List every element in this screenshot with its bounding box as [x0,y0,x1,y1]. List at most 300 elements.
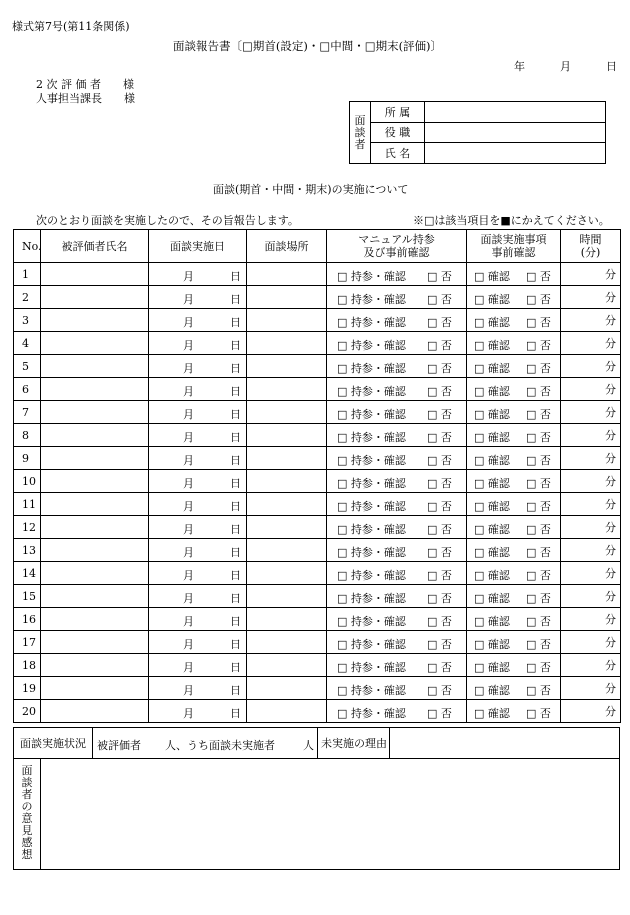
manual-no-checkbox[interactable]: □ 否 [427,385,452,398]
items-check-cell [467,332,561,355]
row-number: 13 [14,539,41,562]
month-label: 月 [183,477,194,490]
manual-confirmed-checkbox[interactable]: □ 持参・確認 [337,477,406,490]
manual-no-checkbox[interactable]: □ 否 [427,707,452,720]
items-no-checkbox[interactable]: □ 否 [526,454,551,467]
manual-no-checkbox[interactable]: □ 否 [427,684,452,697]
month-label: 月 [183,316,194,329]
minutes-field[interactable]: 分 [561,493,621,516]
minutes-field[interactable]: 分 [561,263,621,286]
interview-date-field[interactable] [149,309,247,332]
minutes-field[interactable]: 分 [561,447,621,470]
interview-place-field[interactable] [247,286,327,309]
evaluatee-name-field[interactable] [41,286,149,309]
month-label: 月 [183,661,194,674]
manual-no-checkbox[interactable]: □ 否 [427,270,452,283]
minutes-field[interactable]: 分 [561,539,621,562]
month-label: 月 [183,385,194,398]
manual-confirmed-checkbox[interactable]: □ 持参・確認 [337,385,406,398]
day-label: 日 [230,523,241,536]
interview-date-field[interactable] [149,332,247,355]
items-check-cell [467,447,561,470]
interview-date-field[interactable] [149,631,247,654]
items-no-checkbox[interactable]: □ 否 [526,615,551,628]
note-text: ※□は該当項目を■にかえてください。 [413,214,610,227]
day-label: 日 [230,569,241,582]
items-confirmed-checkbox[interactable]: □ 確認 [474,500,510,513]
manual-no-checkbox[interactable]: □ 否 [427,546,452,559]
items-no-checkbox[interactable]: □ 否 [526,546,551,559]
manual-check-cell [327,608,467,631]
items-confirmed-checkbox[interactable]: □ 確認 [474,638,510,651]
manual-no-checkbox[interactable]: □ 否 [427,339,452,352]
manual-check-cell [327,332,467,355]
manual-confirmed-checkbox[interactable]: □ 持参・確認 [337,362,406,375]
items-check-cell [467,470,561,493]
day-label: 日 [230,500,241,513]
items-confirmed-checkbox[interactable]: □ 確認 [474,454,510,467]
interview-date-field[interactable] [149,562,247,585]
items-no-checkbox[interactable]: □ 否 [526,316,551,329]
manual-confirmed-checkbox[interactable]: □ 持参・確認 [337,270,406,283]
manual-confirmed-checkbox[interactable]: □ 持参・確認 [337,523,406,536]
affiliation-label: 所 属 [371,102,425,123]
table-row [14,516,621,539]
evaluatee-name-field[interactable] [41,332,149,355]
not-held-label: 人、うち面談未実施者 [165,739,275,752]
items-check-cell [467,286,561,309]
items-confirmed-checkbox[interactable]: □ 確認 [474,569,510,582]
items-no-checkbox[interactable]: □ 否 [526,707,551,720]
minutes-field[interactable]: 分 [561,332,621,355]
interview-date-field[interactable] [149,378,247,401]
day-label: 日 [230,454,241,467]
manual-check-cell [327,539,467,562]
month-label: 月 [183,293,194,306]
interview-place-field[interactable] [247,447,327,470]
minutes-field[interactable]: 分 [561,585,621,608]
day-label: 日 [230,684,241,697]
interview-place-field[interactable] [247,378,327,401]
minutes-field[interactable]: 分 [561,309,621,332]
evaluatee-name-field[interactable] [41,355,149,378]
row-number: 12 [14,516,41,539]
manual-confirmed-checkbox[interactable]: □ 持参・確認 [337,500,406,513]
manual-no-checkbox[interactable]: □ 否 [427,615,452,628]
evaluatee-name-field[interactable] [41,424,149,447]
day-label: 日 [230,592,241,605]
month-label: 月 [183,592,194,605]
items-no-checkbox[interactable]: □ 否 [526,293,551,306]
evaluatee-name-field[interactable] [41,516,149,539]
manual-no-checkbox[interactable]: □ 否 [427,431,452,444]
row-number: 20 [14,700,41,723]
intro-text: 次のとおり面談を実施したので、その旨報告します。 [36,214,299,227]
items-confirmed-checkbox[interactable]: □ 確認 [474,362,510,375]
day-label: 日 [230,270,241,283]
affiliation-field[interactable] [425,102,606,123]
table-row [14,355,621,378]
items-no-checkbox[interactable]: □ 否 [526,431,551,444]
day-label: 日 [230,638,241,651]
manual-check-cell [327,263,467,286]
month-label: 月 [183,454,194,467]
row-number: 5 [14,355,41,378]
interview-place-field[interactable] [247,677,327,700]
minutes-field[interactable]: 分 [561,631,621,654]
header-date: 面談実施日 [149,230,247,263]
items-check-cell [467,355,561,378]
day-label: 日 [230,431,241,444]
manual-check-cell [327,286,467,309]
interview-date-field[interactable] [149,516,247,539]
minutes-field[interactable]: 分 [561,516,621,539]
manual-no-checkbox[interactable]: □ 否 [427,362,452,375]
interview-place-field[interactable] [247,608,327,631]
table-row [14,562,621,585]
interview-date-field[interactable] [149,424,247,447]
row-number: 17 [14,631,41,654]
interview-place-field[interactable] [247,401,327,424]
minutes-field[interactable]: 分 [561,355,621,378]
report-title: 面談報告書〔□期首(設定)・□中間・□期末(評価)〕 [173,39,443,53]
interview-place-field[interactable] [247,332,327,355]
table-row [14,539,621,562]
people-unit: 人 [303,739,314,752]
manual-check-cell [327,654,467,677]
interview-place-field[interactable] [247,263,327,286]
items-check-cell [467,585,561,608]
evaluatee-name-field[interactable] [41,631,149,654]
items-confirmed-checkbox[interactable]: □ 確認 [474,477,510,490]
row-number: 9 [14,447,41,470]
interview-place-field[interactable] [247,654,327,677]
section-heading: 面談(期首・中間・期末)の実施について [213,183,409,196]
reason-label: 未実施の理由 [318,728,390,759]
month-label: 月 [183,707,194,720]
items-check-cell [467,516,561,539]
name-field[interactable] [425,143,606,164]
month-label: 月 [183,431,194,444]
evaluatee-name-field[interactable] [41,470,149,493]
position-label: 役 職 [371,122,425,143]
interview-date-field[interactable] [149,585,247,608]
manual-check-cell [327,562,467,585]
evaluatee-name-field[interactable] [41,539,149,562]
manual-check-cell [327,470,467,493]
row-number: 2 [14,286,41,309]
items-no-checkbox[interactable]: □ 否 [526,408,551,421]
header-items: 面談実施事項 事前確認 [467,230,561,263]
manual-confirmed-checkbox[interactable]: □ 持参・確認 [337,661,406,674]
manual-confirmed-checkbox[interactable]: □ 持参・確認 [337,615,406,628]
items-check-cell [467,677,561,700]
items-confirmed-checkbox[interactable]: □ 確認 [474,408,510,421]
day-label: 日 [230,339,241,352]
items-check-cell [467,631,561,654]
interview-place-field[interactable] [247,470,327,493]
items-confirmed-checkbox[interactable]: □ 確認 [474,615,510,628]
header-place: 面談場所 [247,230,327,263]
minutes-field[interactable]: 分 [561,608,621,631]
evaluatee-name-field[interactable] [41,585,149,608]
day-label: 日 [230,707,241,720]
table-row [14,608,621,631]
interview-date-field[interactable] [149,608,247,631]
items-confirmed-checkbox[interactable]: □ 確認 [474,661,510,674]
evaluatee-name-field[interactable] [41,654,149,677]
minutes-field[interactable]: 分 [561,470,621,493]
header-time: 時間 (分) [561,230,621,263]
date-line [514,58,617,74]
interview-place-field[interactable] [247,631,327,654]
manual-confirmed-checkbox[interactable]: □ 持参・確認 [337,638,406,651]
table-row [14,378,621,401]
interview-date-field[interactable] [149,355,247,378]
manual-confirmed-checkbox[interactable]: □ 持参・確認 [337,339,406,352]
items-check-cell [467,654,561,677]
items-no-checkbox[interactable]: □ 否 [526,569,551,582]
date-day: 日 [606,60,617,73]
interview-date-field[interactable] [149,493,247,516]
items-confirmed-checkbox[interactable]: □ 確認 [474,316,510,329]
day-label: 日 [230,385,241,398]
table-row [14,309,621,332]
month-label: 月 [183,615,194,628]
interview-date-field[interactable] [149,539,247,562]
manual-no-checkbox[interactable]: □ 否 [427,500,452,513]
manual-confirmed-checkbox[interactable]: □ 持参・確認 [337,316,406,329]
manual-check-cell [327,401,467,424]
addressee-second-evaluator: 2 次 評 価 者 様 [36,78,134,91]
month-label: 月 [183,339,194,352]
manual-check-cell [327,355,467,378]
row-number: 18 [14,654,41,677]
minutes-field[interactable]: 分 [561,424,621,447]
manual-check-cell [327,309,467,332]
manual-check-cell [327,631,467,654]
minutes-field[interactable]: 分 [561,677,621,700]
manual-confirmed-checkbox[interactable]: □ 持参・確認 [337,569,406,582]
evaluatee-name-field[interactable] [41,608,149,631]
interview-place-field[interactable] [247,355,327,378]
row-number: 4 [14,332,41,355]
manual-check-cell [327,493,467,516]
name-label: 氏 名 [371,143,425,164]
day-label: 日 [230,546,241,559]
items-no-checkbox[interactable]: □ 否 [526,339,551,352]
items-check-cell [467,562,561,585]
manual-no-checkbox[interactable]: □ 否 [427,569,452,582]
table-row [14,286,621,309]
position-field[interactable] [425,122,606,143]
items-confirmed-checkbox[interactable]: □ 確認 [474,431,510,444]
row-number: 11 [14,493,41,516]
manual-check-cell [327,424,467,447]
row-number: 16 [14,608,41,631]
interview-date-field[interactable] [149,447,247,470]
evaluatee-name-field[interactable] [41,263,149,286]
manual-no-checkbox[interactable]: □ 否 [427,408,452,421]
table-row [14,677,621,700]
month-label: 月 [183,569,194,582]
interview-place-field[interactable] [247,309,327,332]
manual-no-checkbox[interactable]: □ 否 [427,454,452,467]
interview-date-field[interactable] [149,654,247,677]
manual-no-checkbox[interactable]: □ 否 [427,523,452,536]
table-row [14,631,621,654]
items-no-checkbox[interactable]: □ 否 [526,592,551,605]
minutes-field[interactable]: 分 [561,654,621,677]
items-confirmed-checkbox[interactable]: □ 確認 [474,684,510,697]
interview-date-field[interactable] [149,677,247,700]
interview-date-field[interactable] [149,401,247,424]
header-manual: マニュアル持参 及び事前確認 [327,230,467,263]
manual-confirmed-checkbox[interactable]: □ 持参・確認 [337,546,406,559]
items-confirmed-checkbox[interactable]: □ 確認 [474,592,510,605]
minutes-field[interactable]: 分 [561,401,621,424]
manual-no-checkbox[interactable]: □ 否 [427,316,452,329]
row-number: 19 [14,677,41,700]
summary-table [13,727,620,870]
items-check-cell [467,378,561,401]
form-number: 様式第7号(第11条関係) [12,20,130,33]
items-check-cell [467,309,561,332]
evaluatee-name-field[interactable] [41,447,149,470]
manual-no-checkbox[interactable]: □ 否 [427,661,452,674]
day-label: 日 [230,408,241,421]
items-confirmed-checkbox[interactable]: □ 確認 [474,523,510,536]
items-no-checkbox[interactable]: □ 否 [526,523,551,536]
evaluatee-name-field[interactable] [41,677,149,700]
table-row [14,654,621,677]
manual-confirmed-checkbox[interactable]: □ 持参・確認 [337,431,406,444]
row-number: 8 [14,424,41,447]
manual-confirmed-checkbox[interactable]: □ 持参・確認 [337,454,406,467]
manual-confirmed-checkbox[interactable]: □ 持参・確認 [337,684,406,697]
manual-no-checkbox[interactable]: □ 否 [427,592,452,605]
interview-place-field[interactable] [247,516,327,539]
minutes-field[interactable]: 分 [561,700,621,723]
items-check-cell [467,539,561,562]
minutes-field[interactable]: 分 [561,286,621,309]
month-label: 月 [183,546,194,559]
date-year: 年 [514,60,525,73]
interview-place-field[interactable] [247,424,327,447]
table-row [14,470,621,493]
items-no-checkbox[interactable]: □ 否 [526,638,551,651]
header-name: 被評価者氏名 [41,230,149,263]
evaluatee-name-field[interactable] [41,562,149,585]
items-no-checkbox[interactable]: □ 否 [526,684,551,697]
day-label: 日 [230,316,241,329]
addressee-hr-manager: 人事担当課長 様 [36,92,135,105]
items-check-cell [467,424,561,447]
month-label: 月 [183,523,194,536]
items-no-checkbox[interactable]: □ 否 [526,362,551,375]
row-number: 1 [14,263,41,286]
manual-check-cell [327,516,467,539]
status-count-field[interactable] [93,728,318,759]
interview-date-field[interactable] [149,470,247,493]
interview-date-field[interactable] [149,263,247,286]
interview-date-field[interactable] [149,700,247,723]
interviewer-box [349,101,606,164]
items-check-cell [467,700,561,723]
row-number: 3 [14,309,41,332]
minutes-field[interactable]: 分 [561,562,621,585]
day-label: 日 [230,661,241,674]
month-label: 月 [183,362,194,375]
items-no-checkbox[interactable]: □ 否 [526,500,551,513]
date-month: 月 [560,60,571,73]
manual-confirmed-checkbox[interactable]: □ 持参・確認 [337,592,406,605]
items-check-cell [467,401,561,424]
evaluatee-name-field[interactable] [41,309,149,332]
manual-no-checkbox[interactable]: □ 否 [427,638,452,651]
interview-place-field[interactable] [247,539,327,562]
items-confirmed-checkbox[interactable]: □ 確認 [474,385,510,398]
manual-check-cell [327,677,467,700]
reason-field[interactable] [390,728,620,759]
interview-place-field[interactable] [247,562,327,585]
month-label: 月 [183,408,194,421]
evaluatee-name-field[interactable] [41,700,149,723]
table-row [14,401,621,424]
items-no-checkbox[interactable]: □ 否 [526,270,551,283]
manual-no-checkbox[interactable]: □ 否 [427,477,452,490]
manual-confirmed-checkbox[interactable]: □ 持参・確認 [337,707,406,720]
interview-place-field[interactable] [247,585,327,608]
items-confirmed-checkbox[interactable]: □ 確認 [474,270,510,283]
evaluatee-name-field[interactable] [41,401,149,424]
row-number: 6 [14,378,41,401]
minutes-field[interactable]: 分 [561,378,621,401]
table-row [14,585,621,608]
items-confirmed-checkbox[interactable]: □ 確認 [474,546,510,559]
table-row [14,447,621,470]
items-no-checkbox[interactable]: □ 否 [526,385,551,398]
manual-confirmed-checkbox[interactable]: □ 持参・確認 [337,408,406,421]
manual-no-checkbox[interactable]: □ 否 [427,293,452,306]
table-row [14,332,621,355]
interview-place-field[interactable] [247,700,327,723]
interview-place-field[interactable] [247,493,327,516]
items-check-cell [467,493,561,516]
month-label: 月 [183,684,194,697]
items-confirmed-checkbox[interactable]: □ 確認 [474,293,510,306]
evaluatee-name-field[interactable] [41,378,149,401]
manual-check-cell [327,378,467,401]
row-number: 15 [14,585,41,608]
evaluatee-name-field[interactable] [41,493,149,516]
items-check-cell [467,608,561,631]
table-row [14,493,621,516]
items-confirmed-checkbox[interactable]: □ 確認 [474,707,510,720]
manual-check-cell [327,585,467,608]
month-label: 月 [183,638,194,651]
opinion-field[interactable] [41,759,620,870]
row-number: 14 [14,562,41,585]
items-confirmed-checkbox[interactable]: □ 確認 [474,339,510,352]
manual-confirmed-checkbox[interactable]: □ 持参・確認 [337,293,406,306]
items-no-checkbox[interactable]: □ 否 [526,477,551,490]
items-check-cell [467,263,561,286]
row-number: 10 [14,470,41,493]
items-no-checkbox[interactable]: □ 否 [526,661,551,674]
interview-date-field[interactable] [149,286,247,309]
interviewer-label: 面 談 者 [350,102,371,164]
